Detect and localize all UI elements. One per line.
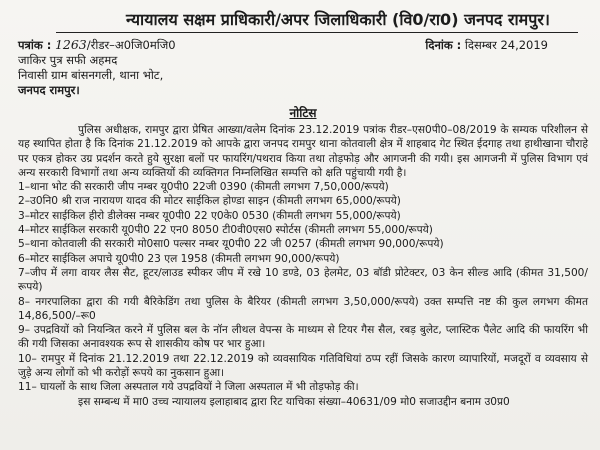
damage-item: 4–मोटर साईकिल सरकारी यू0पी0 22 एन0 8050 टी0वी0एस0 स्पोर्टस (कीमती लगभग 55,000/रूपये) xyxy=(18,224,433,237)
damage-item: 3–मोटर साईकिल हीरो डीलेक्स नम्बर यू0पी0 22 ए0के0 0530 (कीमती लगभग 55,000/रूपये) xyxy=(18,209,401,222)
damage-item: 11– घायलों के साथ जिला अस्पताल गये उपद्रवियों ने जिला अस्पताल में भी तोड़फोड़ की। xyxy=(18,381,359,394)
reference-label: पत्रांक : xyxy=(18,38,52,52)
reference-suffix: /रीडर–अ0जि0मजि0 xyxy=(86,38,176,52)
damage-item: 7–जीप में लगा वायर लैस सैट, हूटर/लाउड स्पीकर जीप में रखे 10 डण्डे, 03 हेलमेट, 03 बॉडी प्रोटेक्टर, 03 केन सील्ड आदि (कीमत 31,500/रूपये) xyxy=(18,266,588,294)
title-underline xyxy=(56,32,578,33)
damage-item: 2–उ0नि0 श्री राज नारायण यादव की मोटर साईकिल होण्डा साइन (कीमती लगभग 65,000/रूपये) xyxy=(18,195,401,208)
recipient-address xyxy=(18,53,588,98)
date-label: दिनांक : xyxy=(425,38,462,52)
reference-number xyxy=(18,37,176,53)
address-line-2: निवासी ग्राम बांसनगली, थाना भोट, xyxy=(18,68,164,82)
court-reference-line: इस सम्बन्ध में मा0 उच्च न्यायालय इलाहाबाद द्वारा रिट याचिका संख्या–40631/09 मो0 सजाउद्दीन बनाम उ0प्र0 xyxy=(78,395,510,408)
reference-handwritten-number: 1263 xyxy=(54,37,87,52)
damage-item: 9– उपद्रवियों को नियन्त्रित करने में पुलिस बल के नॉन लीथल वेपन्स के माध्यम से टियर गैस सैल, रबड़ बुलेट, प्लास्टिक पैलेट आदि की फायरिंग भी की गयी जिसका अनावश्यक रूप से शासकीय कोष पर भार हुआ। xyxy=(18,324,588,351)
notice-title: नोटिस xyxy=(289,106,317,120)
date-block xyxy=(425,38,588,53)
damage-item: 1–थाना भोट की सरकारी जीप नम्बर यू0पी0 22जी 0390 (कीमती लगभग 7,50,000/रूपये) xyxy=(18,181,389,194)
damage-item: 5–थाना कोतवाली की सरकारी मो0सा0 पल्सर नम्बर यू0पी0 22 जी 0257 (कीमती लगभग 90,000/रूपये) xyxy=(18,238,444,251)
reference-row xyxy=(18,37,588,53)
address-line-3: जनपद रामपुर। xyxy=(18,83,80,97)
damage-item: 8– नगरपालिका द्वारा की गयी बैरिकेडिंग तथा पुलिस के बैरियर (कीमती लगभग 3,50,000/रूपये) उक्त सम्पत्ति नष्ट की कुल लगभग कीमत 14,86,500/–रू0 xyxy=(18,295,588,322)
notice-intro-paragraph: पुलिस अधीक्षक, रामपुर द्वारा प्रेषित आख्या/वलेम दिनांक 23.12.2019 पत्रांक रीडर–एस0पी0–08/2019 के सम्यक परिशीलन से यह स्थापित होता है कि दिनांक 21.12.2019 को आपके द्वारा जनपद रामपुर थाना कोतवाली क्षेत्र में शाहबाद गेट स्थित ईदगाह तथा हाथीखाना चौराहे पर एकत्र होकर उग्र प्रदर्शन करते हुये सुरक्षा बलों पर फायरिंग/पथराव किया तथा तोड़फोड़ और आगजनी की गयी। इस आगजनी में पुलिस विभाग एवं अन्य सरकारी विभागों तथा अन्य व्यक्तियों की व्यक्तिगत निम्नलिखित सम्पत्ति को क्षति पहुंचायी गयी है। xyxy=(18,124,588,179)
court-title: न्यायालय सक्षम प्राधिकारी/अपर जिलाधिकारी (वि0/रा0) जनपद रामपुर। xyxy=(126,10,550,29)
date-value: दिसम्बर 24,2019 xyxy=(464,38,548,52)
damage-item: 10– रामपुर में दिनांक 21.12.2019 तथा 22.12.2019 को व्यवसायिक गतिविधियां ठप्प रहीं जिसके कारण व्यापारियों, मजदूरों व व्यवसाय से जुड़े अन्य लोगों को भी करोड़ों रूपये का नुकसान हुआ। xyxy=(18,352,588,380)
address-line-1: जाकिर पुत्र सफी अहमद xyxy=(18,53,118,67)
damage-item: 6–मोटर साईकिल अपाचे यू0पी0 23 एल 1958 (कीमती लगभग 90,000/रूपये) xyxy=(18,252,340,265)
